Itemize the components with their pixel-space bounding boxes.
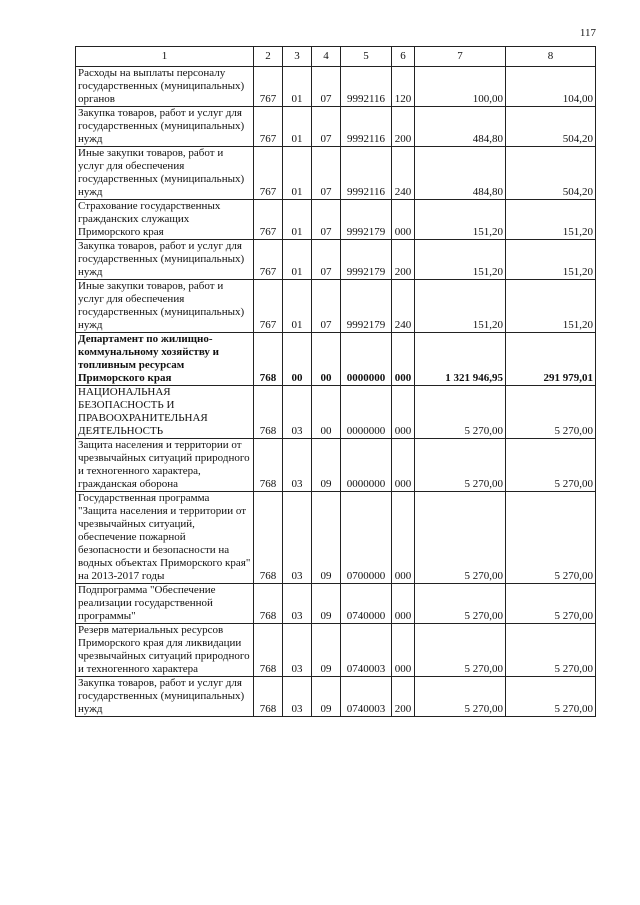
expense-type-cell: 000 [392,584,415,624]
table-row [76,240,596,280]
expense-type-cell: 000 [392,624,415,677]
row-name-cell: Страхование государственных гражданских служащих Приморского края [76,200,254,240]
admin-code-cell: 768 [254,386,283,439]
amount-year-2-cell: 504,20 [506,107,596,147]
section-code-cell: 01 [283,107,312,147]
budget-table [75,46,596,717]
amount-year-2-cell: 104,00 [506,67,596,107]
target-code-cell: 9992179 [341,240,392,280]
table-row [76,67,596,107]
row-name-cell: Иные закупки товаров, работ и услуг для обеспечения государственных (муниципальных) нужд [76,280,254,333]
amount-year-2-cell: 5 270,00 [506,584,596,624]
amount-year-2-cell: 151,20 [506,200,596,240]
amount-year-1-cell: 151,20 [415,240,506,280]
table-row [76,200,596,240]
admin-code-cell: 768 [254,584,283,624]
target-code-cell: 0000000 [341,386,392,439]
admin-code-cell: 767 [254,280,283,333]
amount-year-1-cell: 5 270,00 [415,439,506,492]
admin-code-cell: 768 [254,624,283,677]
subsection-code-cell: 07 [312,67,341,107]
table-row [76,439,596,492]
section-code-cell: 00 [283,333,312,386]
amount-year-2-cell: 5 270,00 [506,492,596,584]
admin-code-cell: 767 [254,67,283,107]
amount-year-1-cell: 151,20 [415,200,506,240]
target-code-cell: 9992179 [341,280,392,333]
admin-code-cell: 767 [254,147,283,200]
page-number: 117 [579,27,596,39]
row-name-cell: Департамент по жилищно-коммунальному хозяйству и топливным ресурсам Приморского края [76,333,254,386]
table-row [76,333,596,386]
section-code-cell: 03 [283,677,312,717]
subsection-code-cell: 07 [312,240,341,280]
section-code-cell: 03 [283,386,312,439]
admin-code-cell: 768 [254,333,283,386]
amount-year-2-cell: 151,20 [506,280,596,333]
row-name-cell: Защита населения и территории от чрезвычайных ситуаций природного и техногенного характера, гражданская оборона [76,439,254,492]
target-code-cell: 9992116 [341,147,392,200]
admin-code-cell: 768 [254,439,283,492]
table-row [76,107,596,147]
subsection-code-cell: 07 [312,280,341,333]
header-cell: 6 [392,47,415,67]
target-code-cell: 9992116 [341,67,392,107]
row-name-cell: Расходы на выплаты персоналу государственных (муниципальных) органов [76,67,254,107]
row-name-cell: Государственная программа "Защита населения и территории от чрезвычайных ситуаций, обеспечение пожарной безопасности и безопасности на водных объектах Приморского края" на 2013-2017 годы [76,492,254,584]
row-name-cell: Резерв материальных ресурсов Приморского края для ликвидации чрезвычайных ситуаций природного и техногенного характера [76,624,254,677]
header-cell: 5 [341,47,392,67]
header-cell: 3 [283,47,312,67]
subsection-code-cell: 00 [312,386,341,439]
header-row [76,47,596,67]
row-name-cell: НАЦИОНАЛЬНАЯ БЕЗОПАСНОСТЬ И ПРАВООХРАНИТЕЛЬНАЯ ДЕЯТЕЛЬНОСТЬ [76,386,254,439]
header-cell: 8 [506,47,596,67]
header-cell: 1 [76,47,254,67]
expense-type-cell: 200 [392,240,415,280]
header-cell: 7 [415,47,506,67]
table-row [76,624,596,677]
target-code-cell: 0000000 [341,439,392,492]
subsection-code-cell: 00 [312,333,341,386]
section-code-cell: 03 [283,624,312,677]
table-row [76,280,596,333]
header-cell: 4 [312,47,341,67]
amount-year-2-cell: 504,20 [506,147,596,200]
section-code-cell: 03 [283,584,312,624]
amount-year-1-cell: 484,80 [415,107,506,147]
amount-year-1-cell: 151,20 [415,280,506,333]
table-body [76,67,596,717]
row-name-cell: Подпрограмма "Обеспечение реализации государственной программы" [76,584,254,624]
subsection-code-cell: 09 [312,492,341,584]
section-code-cell: 01 [283,280,312,333]
expense-type-cell: 000 [392,386,415,439]
header-cell: 2 [254,47,283,67]
admin-code-cell: 768 [254,492,283,584]
admin-code-cell: 767 [254,107,283,147]
amount-year-1-cell: 5 270,00 [415,624,506,677]
amount-year-2-cell: 5 270,00 [506,624,596,677]
target-code-cell: 0740003 [341,677,392,717]
table-row [76,677,596,717]
amount-year-1-cell: 5 270,00 [415,584,506,624]
target-code-cell: 9992116 [341,107,392,147]
subsection-code-cell: 07 [312,107,341,147]
target-code-cell: 0000000 [341,333,392,386]
amount-year-1-cell: 5 270,00 [415,677,506,717]
target-code-cell: 0700000 [341,492,392,584]
expense-type-cell: 200 [392,107,415,147]
subsection-code-cell: 09 [312,439,341,492]
target-code-cell: 0740000 [341,584,392,624]
subsection-code-cell: 09 [312,624,341,677]
amount-year-2-cell: 5 270,00 [506,386,596,439]
section-code-cell: 01 [283,67,312,107]
amount-year-1-cell: 484,80 [415,147,506,200]
amount-year-2-cell: 291 979,01 [506,333,596,386]
table-row [76,386,596,439]
expense-type-cell: 000 [392,492,415,584]
target-code-cell: 0740003 [341,624,392,677]
section-code-cell: 01 [283,240,312,280]
admin-code-cell: 767 [254,200,283,240]
table-row [76,492,596,584]
expense-type-cell: 000 [392,439,415,492]
section-code-cell: 01 [283,147,312,200]
row-name-cell: Закупка товаров, работ и услуг для государственных (муниципальных) нужд [76,107,254,147]
expense-type-cell: 240 [392,147,415,200]
admin-code-cell: 768 [254,677,283,717]
subsection-code-cell: 09 [312,584,341,624]
amount-year-1-cell: 5 270,00 [415,386,506,439]
row-name-cell: Закупка товаров, работ и услуг для государственных (муниципальных) нужд [76,240,254,280]
expense-type-cell: 000 [392,200,415,240]
amount-year-2-cell: 5 270,00 [506,677,596,717]
section-code-cell: 01 [283,200,312,240]
table-row [76,584,596,624]
amount-year-2-cell: 5 270,00 [506,439,596,492]
subsection-code-cell: 09 [312,677,341,717]
subsection-code-cell: 07 [312,147,341,200]
table-row [76,147,596,200]
expense-type-cell: 000 [392,333,415,386]
row-name-cell: Иные закупки товаров, работ и услуг для обеспечения государственных (муниципальных) нужд [76,147,254,200]
subsection-code-cell: 07 [312,200,341,240]
expense-type-cell: 120 [392,67,415,107]
amount-year-1-cell: 100,00 [415,67,506,107]
amount-year-1-cell: 1 321 946,95 [415,333,506,386]
row-name-cell: Закупка товаров, работ и услуг для государственных (муниципальных) нужд [76,677,254,717]
admin-code-cell: 767 [254,240,283,280]
expense-type-cell: 200 [392,677,415,717]
section-code-cell: 03 [283,439,312,492]
target-code-cell: 9992179 [341,200,392,240]
amount-year-2-cell: 151,20 [506,240,596,280]
section-code-cell: 03 [283,492,312,584]
amount-year-1-cell: 5 270,00 [415,492,506,584]
expense-type-cell: 240 [392,280,415,333]
